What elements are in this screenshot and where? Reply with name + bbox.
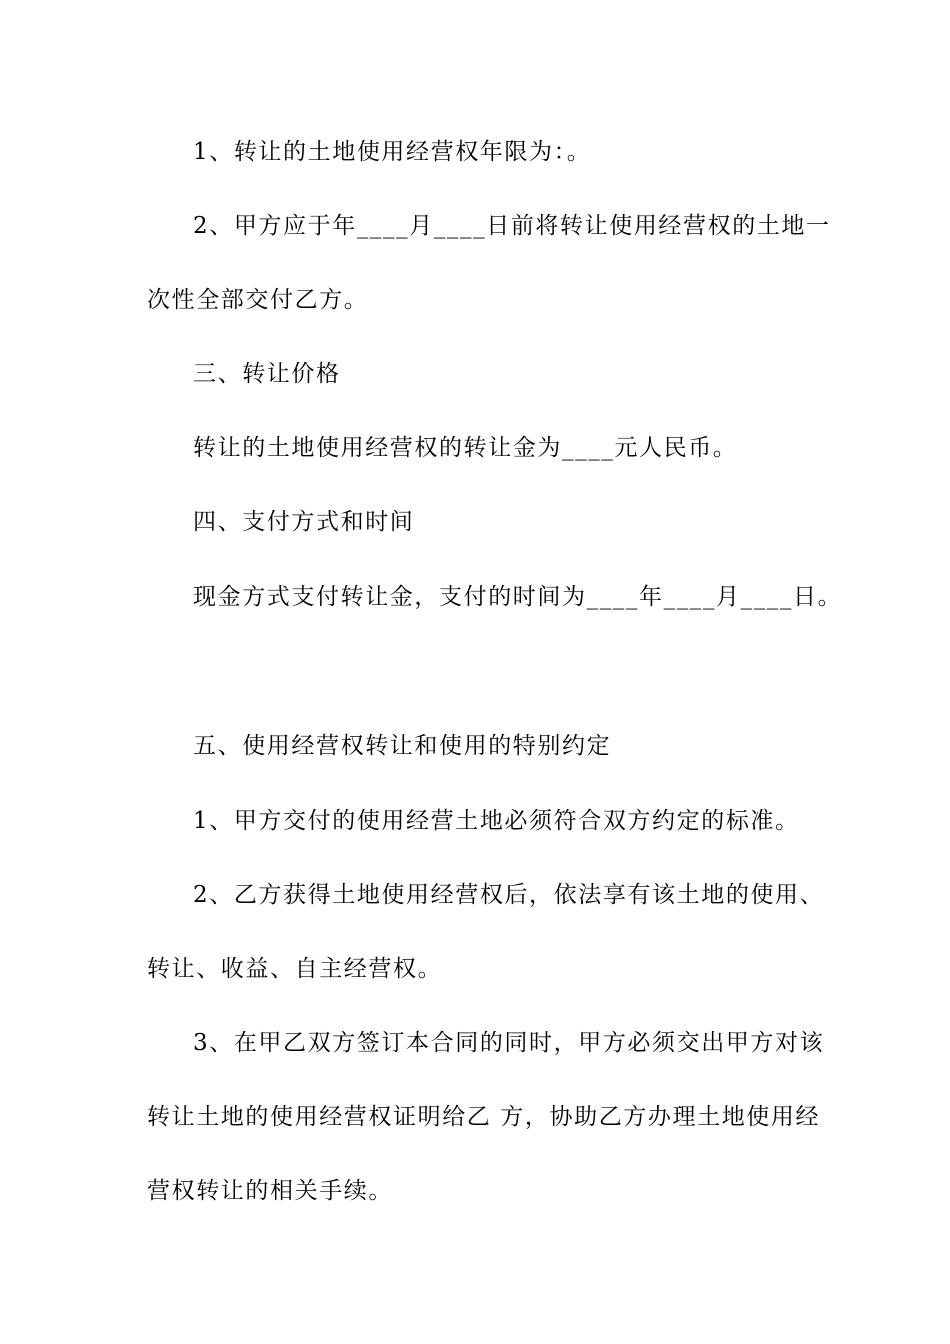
term-clause-2-continued: 次性全部交付乙方。: [147, 287, 369, 313]
section-heading-special-terms: 五、使用经营权转让和使用的特别约定: [193, 733, 612, 759]
special-term-2: 2、乙方获得土地使用经营权后，依法享有该土地的使用、: [193, 882, 825, 908]
section-heading-payment: 四、支付方式和时间: [193, 509, 415, 535]
special-term-1: 1、甲方交付的使用经营土地必须符合双方约定的标准。: [193, 808, 800, 834]
special-term-3-end: 营权转让的相关手续。: [147, 1178, 393, 1204]
price-clause: 转让的土地使用经营权的转让金为____元人民币。: [193, 435, 738, 461]
term-clause-2: 2、甲方应于年____月____日前将转让使用经营权的土地一: [193, 213, 831, 239]
term-clause-1: 1、转让的土地使用经营权年限为：。: [193, 139, 592, 165]
section-heading-price: 三、转让价格: [193, 361, 341, 387]
payment-clause: 现金方式支付转让金，支付的时间为____年____月____日。: [193, 584, 843, 610]
special-term-3: 3、在甲乙双方签订本合同的同时，甲方必须交出甲方对该: [193, 1030, 825, 1056]
special-term-2-continued: 转让、收益、自主经营权。: [147, 956, 443, 982]
special-term-3-continued: 转让土地的使用经营权证明给乙 方，协助乙方办理土地使用经: [147, 1104, 821, 1130]
